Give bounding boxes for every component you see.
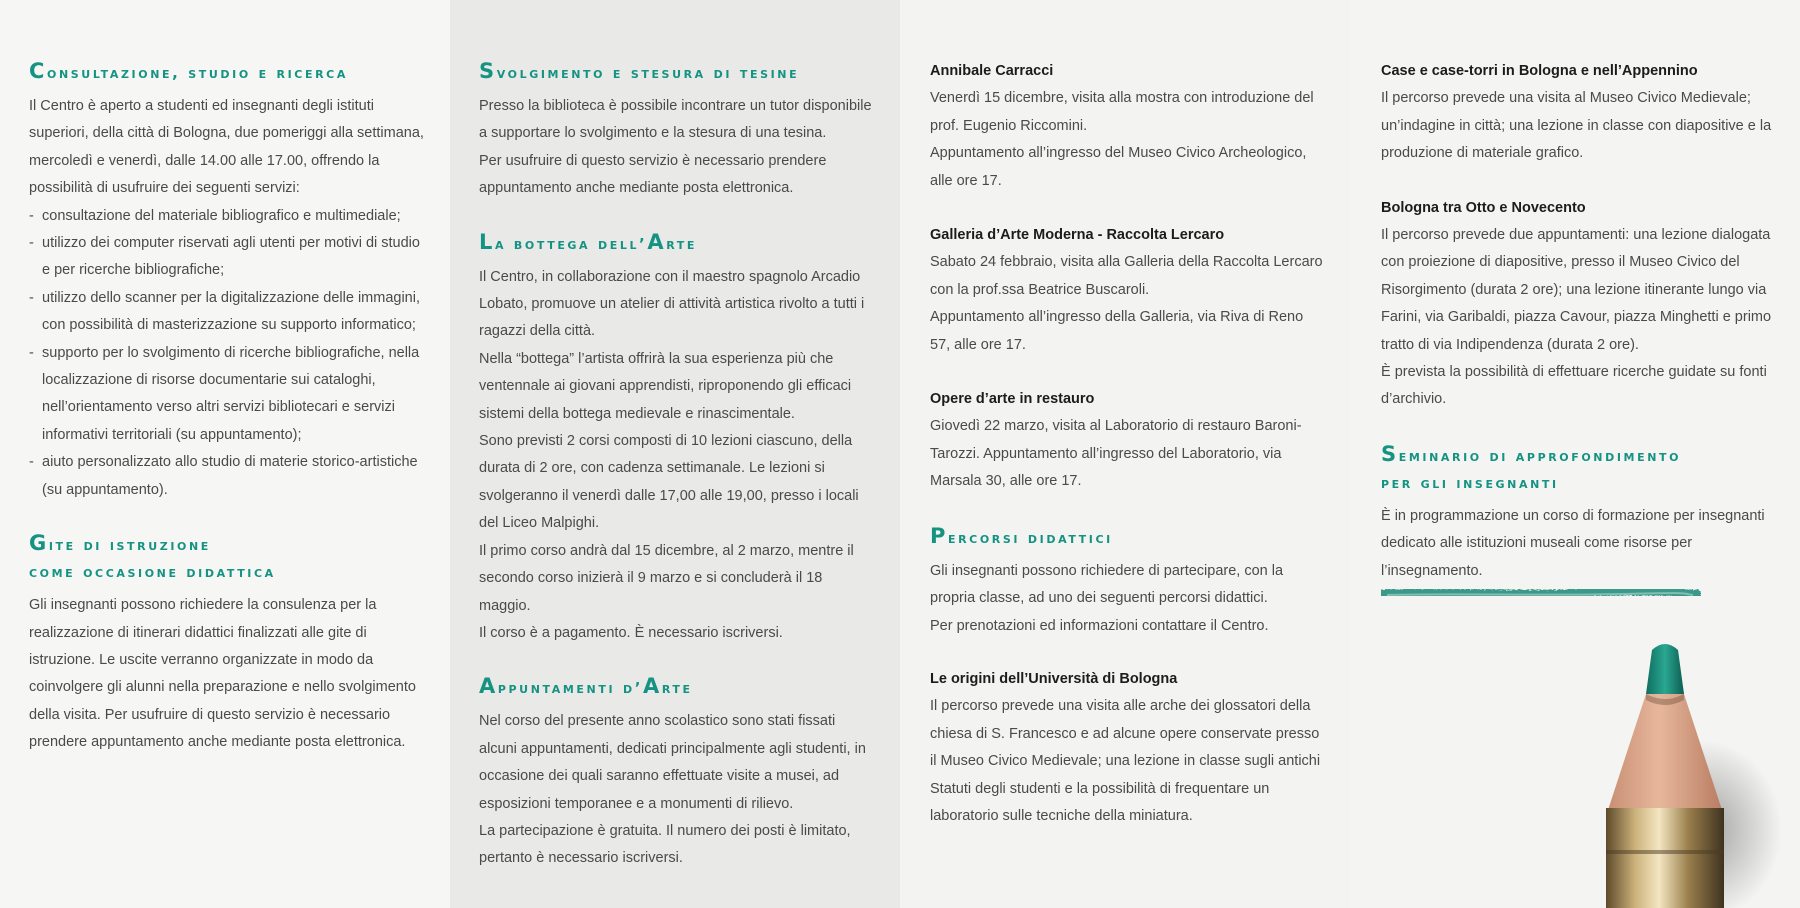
- paragraph: È in programmazione un corso di formazione per insegnanti dedicato alle istituzioni museali come risorse per l’insegnamento.: [1381, 507, 1765, 579]
- paragraph: Il primo corso andrà dal 15 dicembre, al 2 marzo, mentre il secondo corso inizierà il 9 marzo e si concluderà il 18 maggio.: [479, 542, 854, 614]
- list-item: - consultazione del materiale bibliografico e multimediale;: [29, 203, 426, 230]
- event-ottonovecento: [1381, 195, 1776, 414]
- paragraph: Giovedì 22 marzo, visita al Laboratorio di restauro Baroni-Tarozzi. Appuntamento all’ingresso del Laboratorio, via Marsala 30, alle ore 17.: [930, 418, 1302, 490]
- list-item: - utilizzo dei computer riservati agli utenti per motivi di studio e per ricerche bibliografiche;: [29, 230, 426, 285]
- column-1: [0, 0, 450, 908]
- column-2: [450, 0, 900, 908]
- green-pencil-illustration-icon: [1582, 640, 1782, 908]
- paragraph: Il Centro, in collaborazione con il maestro spagnolo Arcadio Lobato, promuove un atelier di attività artistica rivolto a tutti i ragazzi della città.: [479, 268, 865, 340]
- section-bottega: [479, 229, 876, 648]
- paragraph: Presso la biblioteca è possibile incontrare un tutor disponibile a supportare lo svolgimento e la stesura di una tesina.: [479, 98, 872, 142]
- green-crayon-stroke-icon: [1381, 586, 1701, 602]
- section-gite: [29, 530, 426, 756]
- list-item: - supporto per lo svolgimento di ricerche bibliografiche, nella localizzazione di risorse documentarie sui cataloghi, nell’orientamento verso altri servizi bibliotecari e servizi informativi territoriali (su appuntamento);: [29, 340, 426, 450]
- section-seminario: [1381, 441, 1776, 585]
- event-title: Le origini dell’Università di Bologna: [930, 670, 1178, 687]
- paragraph: Sono previsti 2 corsi composti di 10 lezioni ciascuno, della durata di 2 ore, con cadenza settimanale. Le lezioni si svolgeranno il venerdì dalle 17,00 alle 19,00, presso i locali del Liceo Malpighi.: [479, 433, 859, 532]
- event-title: Case e case-torri in Bologna e nell’Appennino: [1381, 63, 1698, 79]
- section-title: La bottega dell’Arte: [479, 229, 698, 254]
- column-3: [900, 0, 1350, 908]
- paragraph: Appuntamento all’ingresso della Galleria, via Riva di Reno 57, alle ore 17.: [930, 309, 1304, 353]
- event-galleria: [930, 222, 1326, 359]
- paragraph: Il percorso prevede due appuntamenti: una lezione dialogata con proiezione di diapositive, presso il Museo Civico del Risorgimento (durata 2 ore); una lezione itinerante lungo via Farini, via Garibaldi, piazza Cavour, piazza Minghetti e primo tratto di via Indipendenza (durata 2 ore).: [1381, 227, 1772, 353]
- section-title: Gite di istruzione come occasione didattica: [29, 531, 276, 582]
- section-title: Appuntamenti d’Arte: [479, 674, 693, 699]
- paragraph: Sabato 24 febbraio, visita alla Galleria della Raccolta Lercaro con la prof.ssa Beatrice Buscaroli.: [930, 254, 1323, 298]
- event-title: Galleria d’Arte Moderna - Raccolta Lercaro: [930, 227, 1225, 244]
- section-text: Gli insegnanti possono richiedere la consulenza per la realizzazione di itinerari didattici finalizzati alle gite di istruzione. Le uscite verranno organizzate in modo da coinvolgere gli alunni nella preparazione e nello svolgimento della visita. Per usufruire di questo servizio è necessario prendere appuntamento anche mediante posta elettronica.: [29, 597, 416, 751]
- section-percorsi: [930, 523, 1326, 640]
- section-appuntamenti: [479, 673, 876, 872]
- paragraph: Nel corso del presente anno scolastico sono stati fissati alcuni appuntamenti, dedicati principalmente agli studenti, in occasione dei quali saranno effettuate visite a musei, ad esposizioni temporanee e a monumenti di rilievo.: [479, 713, 866, 812]
- services-list: [29, 203, 426, 504]
- paragraph: Gli insegnanti possono richiedere di partecipare, con la propria classe, ad uno dei seguenti percorsi didattici.: [930, 562, 1284, 607]
- section-title: Consultazione, studio e ricerca: [29, 59, 348, 83]
- list-item: - utilizzo dello scanner per la digitalizzazione delle immagini, con possibilità di masterizzazione su supporto informatico;: [29, 285, 426, 340]
- paragraph: Per prenotazioni ed informazioni contattare il Centro.: [930, 617, 1269, 634]
- paragraph: Il percorso prevede una visita al Museo Civico Medievale; un’indagine in città; una lezione in classe con diapositive e la produzione di materiale grafico.: [1381, 90, 1772, 162]
- event-title: Bologna tra Otto e Novecento: [1381, 199, 1586, 216]
- section-svolgimento: [479, 58, 876, 203]
- paragraph: Il corso è a pagamento. È necessario iscriversi.: [479, 624, 783, 641]
- event-title: Opere d’arte in restauro: [930, 391, 1095, 408]
- event-origini: [930, 666, 1326, 830]
- event-carracci: [930, 58, 1326, 195]
- event-title: Annibale Carracci: [930, 63, 1054, 79]
- paragraph: È prevista la possibilità di effettuare ricerche guidate su fonti d’archivio.: [1381, 364, 1767, 408]
- section-title: Svolgimento e stesura di tesine: [479, 59, 800, 83]
- section-intro: Il Centro è aperto a studenti ed insegnanti degli istituti superiori, della città di Bologna, due pomeriggi alla settimana, mercoledì e venerdì, dalle 14.00 alle 17.00, offrendo la possibilità di usufruire dei seguenti servizi:: [29, 98, 424, 197]
- section-title: Seminario di approfondimento per gli insegnanti: [1381, 441, 1682, 492]
- section-consultazione: [29, 58, 426, 504]
- paragraph: Per usufruire di questo servizio è necessario prendere appuntamento anche mediante posta elettronica.: [479, 152, 827, 197]
- paragraph: Appuntamento all’ingresso del Museo Civico Archeologico, alle ore 17.: [930, 145, 1307, 189]
- list-item: - aiuto personalizzato allo studio di materie storico-artistiche (su appuntamento).: [29, 449, 426, 504]
- event-torri: [1381, 58, 1776, 168]
- paragraph: Il percorso prevede una visita alle arche dei glossatori della chiesa di S. Francesco e ad alcune opere conservate presso il Museo Civico Medievale; una lezione in classe sugli antichi Statuti degli studenti e la possibilità di frequentare un laboratorio sulle tecniche della miniatura.: [930, 698, 1321, 824]
- paragraph: Venerdì 15 dicembre, visita alla mostra con introduzione del prof. Eugenio Riccomini.: [930, 90, 1314, 134]
- event-restauro: [930, 386, 1326, 496]
- section-title: Percorsi didattici: [930, 523, 1113, 548]
- paragraph: La partecipazione è gratuita. Il numero dei posti è limitato, pertanto è necessario iscriversi.: [479, 822, 851, 867]
- paragraph: Nella “bottega” l’artista offrirà la sua esperienza più che ventennale ai giovani apprendisti, riproponendo gli efficaci sistemi della bottega medievale e rinascimentale.: [479, 350, 852, 422]
